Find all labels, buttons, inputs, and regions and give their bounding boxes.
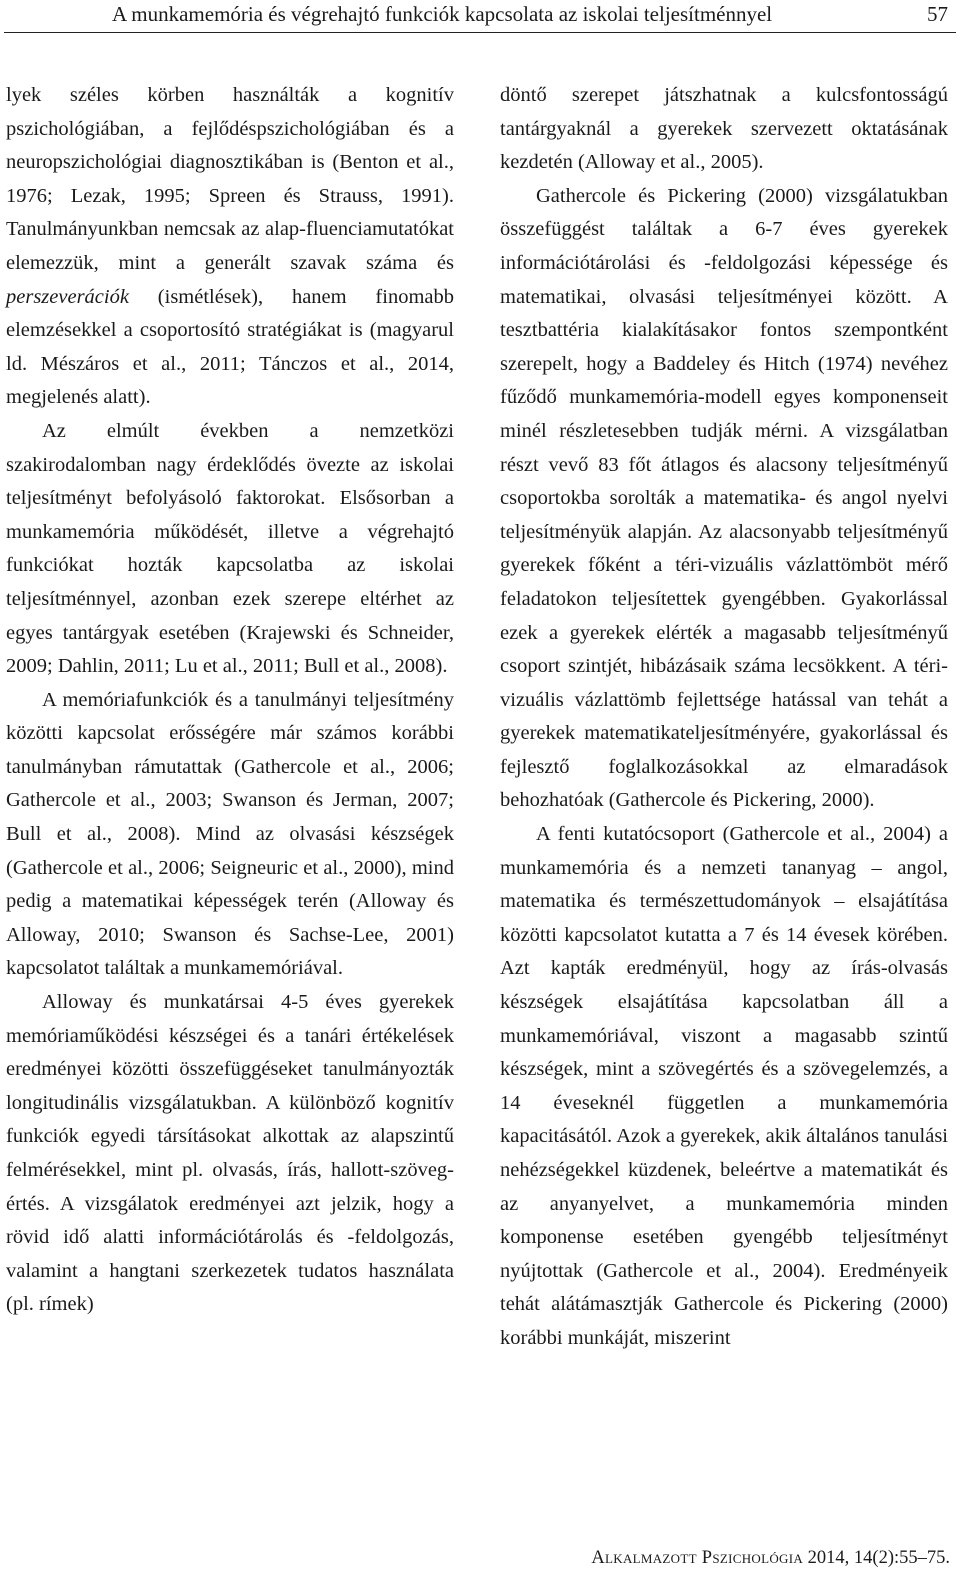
right-column xyxy=(500,79,948,1356)
paragraph: A memóriafunkciók és a tanulmányi teljesítmény közötti kapcsolat erősségére már számos korábbi tanulmányban rámutattak (Gathercole et al., 2006; Gathercole et al., 2003; Swanson és Jerman, 2007; Bull et al., 2008). Mind az olvasási készségek (Gathercole et al., 2006; Seigneuric et al., 2000), mind pedig a matematikai képességek terén (Alloway és Alloway, 2010; Swanson és Sachse-Lee, 2001) kapcsolatot találtak a munkamemóriával. xyxy=(6,688,454,980)
header-divider xyxy=(4,32,956,33)
running-header xyxy=(0,0,960,30)
running-title: A munkamemória és végrehajtó funkciók kapcsolata az iskolai teljesítménnyel xyxy=(112,2,773,26)
emphasized-term: perszeverációk xyxy=(6,285,129,308)
paragraph: Alloway és munkatársai 4-5 éves gyerekek memóriaműködési készségei és a tanári értékelések eredményei közötti összefüggéseket tanulmányozták longitudinális vizsgálatukban. A különböző kognitív funkciók egyedi társításokat alkottak az alapszintű felmérésekkel, mint pl. olvasás, írás, hallott-szöveg-értés. A vizsgálatok eredményei azt jelzik, hogy a rövid idő alatti információtárolás és -feldolgozás, valamint a hangtani szerkezetek tudatos használata (pl. rímek) xyxy=(6,991,454,1316)
paragraph: döntő szerepet játszhatnak a kulcsfontosságú tantárgyaknál a gyerekek szervezett oktatásának kezdetén (Alloway et al., 2005). xyxy=(500,84,948,174)
paragraph-text: (ismétlések), hanem finomabb elemzésekkel a csoportosító stratégiákat is (magyarul ld. Mészáros et al., 2011; Tánczos et al., 2014, megjelenés alatt). xyxy=(6,285,454,409)
journal-citation: 2014, 14(2):55–75. xyxy=(807,1548,950,1568)
paragraph xyxy=(6,79,454,415)
journal-name: Alkalmazott Pszichológia xyxy=(591,1548,804,1568)
paragraph: A fenti kutatócsoport (Gathercole et al., 2004) a munkamemória és a nemzeti tananyag – angol, matematika és természettudományok – elsajátítása közötti kapcsolatot kutatta a 7 és 14 évesek körében. Azt kapták eredményül, hogy az írás-olvasás készségek elsajátítása kapcsolatban áll a munkamemóriával, viszont a magasabb szintű készségek, mint a szövegértés és a szövegelemzés, a 14 éveseknél független a munkamemória kapacitásától. Azok a gyerekek, akik általános tanulási nehézségekkel küzdenek, beleértve a matematikát és az anyanyelvet, a munkamemória minden komponense esetében gyengébb teljesítményt nyújtottak (Gathercole et al., 2004). Eredményeik tehát alátámasztják Gathercole és Pickering (2000) korábbi munkáját, miszerint xyxy=(500,823,948,1349)
paragraph: Gathercole és Pickering (2000) vizsgálatukban összefüggést találtak a 6-7 éves gyerekek információtárolási és -feldolgozási képessége és matematikai, olvasási teljesítményei között. A tesztbattéria kialakításakor fontos szempontként szerepelt, hogy a Baddeley és Hitch (1974) nevéhez fűződő munkamemória-modell egyes komponenseit minél részletesebben tudják mérni. A vizsgálatban részt vevő 83 főt átlagos és alacsony teljesítményű csoportokba sorolták a matematika- és angol nyelvi teljesítményük alapján. Az alacsonyabb teljesítményű gyerekek főként a téri-vizuális vázlattömböt mérő feladatokon teljesítettek gyengébben. Gyakorlással ezek a gyerekek elérték a magasabb teljesítményű csoport szintjét, hibázásaik száma lecsökkent. A téri-vizuális vázlattömb fejlettsége hatással van tehát a gyerekek matematikateljesítményére, gyakorlással és fejlesztő foglalkozásokkal az elmaradások behozhatóak (Gathercole és Pickering, 2000). xyxy=(500,184,948,812)
paragraph: Az elmúlt években a nemzetközi szakirodalomban nagy érdeklődés övezte az iskolai teljesítményt befolyásoló faktorokat. Elsősorban a munkamemória működését, illetve a végrehajtó funkciókat hozták kapcsolatba az iskolai teljesítménnyel, azonban ezek szerepe eltérhet az egyes tantárgyak esetében (Krajewski és Schneider, 2009; Dahlin, 2011; Lu et al., 2011; Bull et al., 2008). xyxy=(6,419,454,678)
page-number: 57 xyxy=(927,2,948,26)
journal-footer xyxy=(591,1548,950,1569)
left-column xyxy=(6,79,454,1322)
paragraph-text: lyek széles körben használták a kognitív pszichológiában, a fejlődéspszichológiában és a neuropszichológiai diagnosztikában is (Benton et al., 1976; Lezak, 1995; Spreen és Strauss, 1991). Tanulmányunkban nemcsak az alap-fluenciamutatókat elemezzük, mint a generált szavak száma és xyxy=(6,84,454,274)
